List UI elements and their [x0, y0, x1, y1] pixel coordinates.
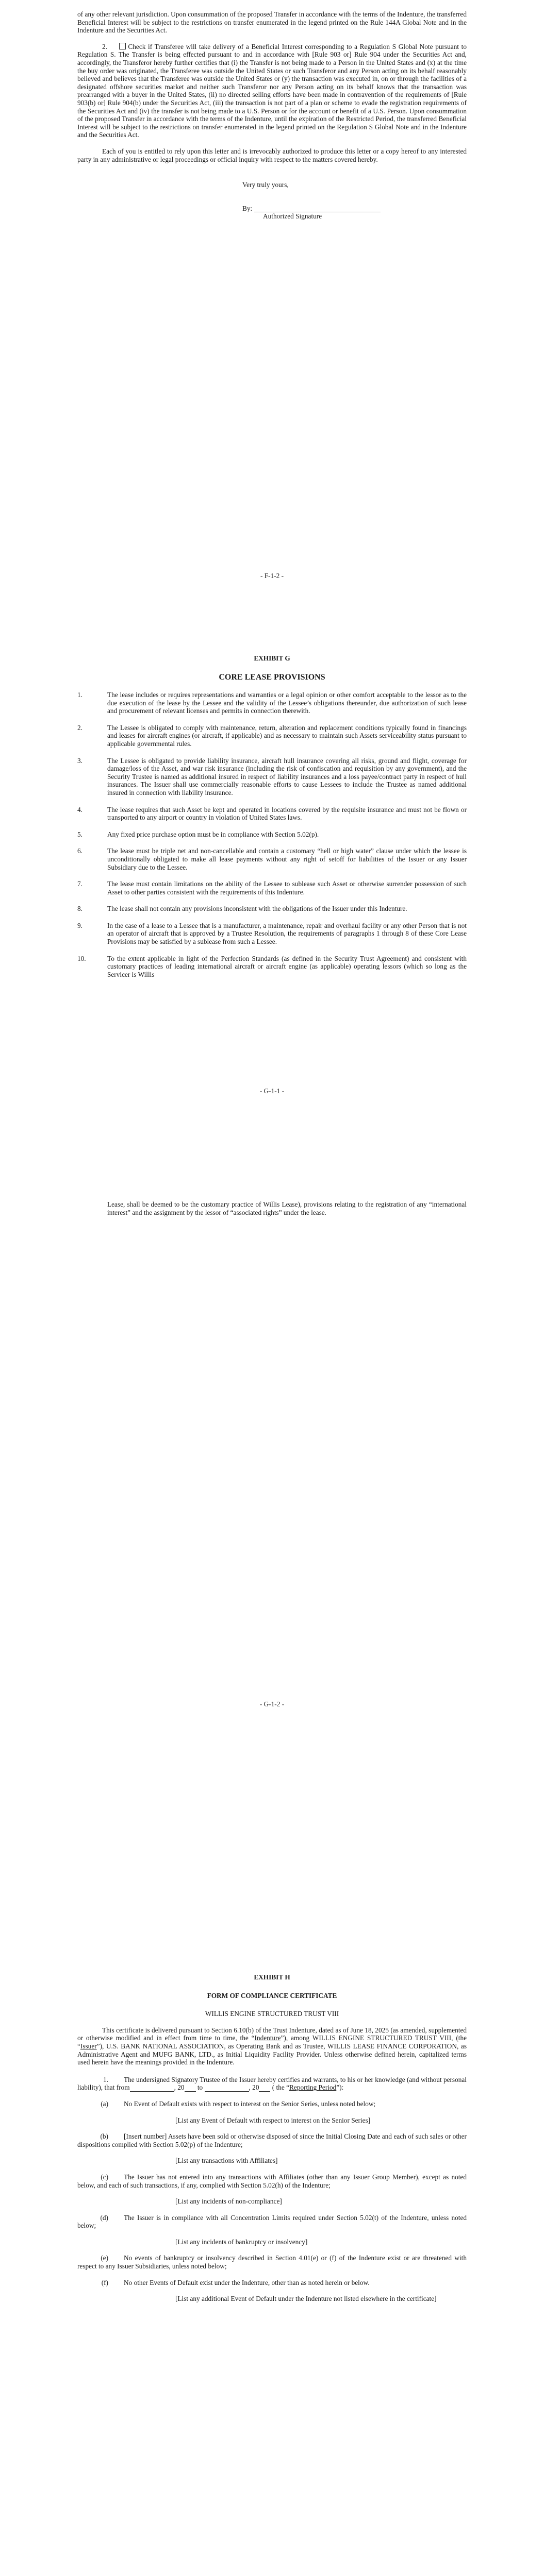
trust-name: WILLIS ENGINE STRUCTURED TRUST VIII — [205, 2010, 339, 2018]
paragraph-number: 1. — [103, 2075, 108, 2083]
sub-text: [Insert number] Assets have been sold or otherwise disposed of since the Initial Closing Date and each of such sales or other dispositions complied with Section 5.02(p) of the Indenture; — [77, 2132, 467, 2148]
exhibit-h-title: EXHIBIT H — [254, 1973, 290, 1981]
from-date-blank[interactable] — [130, 2084, 174, 2092]
bracket-note: [List any additional Event of Default under the Indenture not listed elsewhere in the certificate] — [175, 2295, 437, 2303]
authorized-signature-label: Authorized Signature — [263, 212, 322, 221]
item-2-text: Check if Transferee will take delivery of a Beneficial Interest corresponding to a Regulation S Global Note pursuant to Regulation S. The Transfer is being effected pursuant to and in accordance with [Rule 903 or] Rule 904 under the Securities Act and, accordingly, the Transferor hereby further certifies that (i) the Transfer is not being made to a Person in the United States and (x) at the time the buy order was originated, the Transferee was outside the United States or such Transferor and any Person acting on its behalf reasonably believed and believes that the Transferee was outside the United States or (y) the transaction was executed in, on or through the facilities of a designated offshore securities market and neither such Transferor nor any Person acting on its behalf knows that the transaction was prearranged with a buyer in the United States, (ii) no directed selling efforts have been made in contravention of the requirements of [Rule 903(b) or] Rule 904(b) under the Securities Act, (iii) the transaction is not part of a plan or scheme to evade the registration requirements of the Securities Act and (iv) the transfer is not being made to a U.S. Person or for the account or benefit of a U.S. Person. Upon consummation of the proposed Transfer in accordance with the terms of the Indenture, until the expiration of the Restricted Period, the transferred Beneficial Interest will be subject to the restrictions on transfer enumerated in the legend printed on the Regulation S Global Note and in the Indenture and the Securities Act. — [77, 42, 467, 139]
item-text: The Lessee is obligated to comply with maintenance, return, alteration and replacement conditions typically found in financings and leases for aircraft engines (or aircraft, if applicable) and as necessary to maintain such Assets serviceability status pursuant to applicable governmental rules. — [107, 723, 467, 748]
exhibit-g-title: EXHIBIT G — [254, 654, 290, 662]
sub-text: No Event of Default exists with respect to interest on the Senior Series, unless noted below; — [124, 2099, 376, 2108]
sub-label: (a) — [101, 2099, 108, 2108]
sub-text: No other Events of Default exist under the Indenture, other than as noted herein or below. — [124, 2278, 370, 2286]
intro-text-b: ”), among WILLIS ENGINE STRUCTURED TRUST VIII, (the “ — [77, 2034, 467, 2050]
sub-paragraph-a — [77, 2100, 467, 2124]
sub-paragraph-e — [77, 2254, 467, 2270]
list-item — [77, 955, 467, 979]
exhibit-h-subtitle: FORM OF COMPLIANCE CERTIFICATE — [207, 1991, 337, 1999]
year-prefix: , 20 — [174, 2083, 185, 2092]
signature-block — [242, 205, 467, 213]
item-10-continuation: Lease, shall be deemed to be the customary practice of Willis Lease), provisions relating to the registration of any “international interest” and the assignment by the lessor of “associated rights” under the lease. — [107, 1200, 467, 1216]
item-number: 1. — [77, 691, 83, 699]
sub-text: The Issuer is in compliance with all Concentration Limits required under Section 5.02(t) of the Indenture, unless noted below; — [77, 2213, 467, 2230]
list-item — [77, 691, 467, 715]
item-text: To the extent applicable in light of the Perfection Standards (as defined in the Security Trust Agreement) and consistent with customary practices of leading international aircraft or aircraft engine (as applicable) operating lessors (which so long as the Servicer is Willis — [107, 954, 467, 978]
item-number: 2. — [77, 723, 83, 732]
sub-label: (e) — [101, 2254, 108, 2262]
intro-text-a: This certificate is delivered pursuant to Section 6.10(b) of the Trust Indenture, dated as of June 18, 2025 (as amended, supplemented or otherwise modified and in effect from time to time, the “ — [77, 2026, 467, 2042]
period-open: ( the “ — [272, 2083, 290, 2092]
list-item — [77, 724, 467, 748]
indenture-term: Indenture — [254, 2034, 281, 2042]
to-text: to — [197, 2083, 203, 2092]
sub-paragraph-b — [77, 2132, 467, 2165]
item-number: 3. — [77, 756, 83, 765]
year-prefix: , 20 — [249, 2083, 259, 2092]
regulation-s-checkbox[interactable] — [119, 43, 126, 49]
list-item — [77, 757, 467, 797]
exhibit-g-page-2 — [107, 1200, 467, 1216]
item-text: Any fixed price purchase option must be in compliance with Section 5.02(p). — [107, 830, 319, 838]
item-text: The lease includes or requires representations and warranties or a legal opinion or other comfort acceptable to the lessor as to the due execution of the lease by the Lessee and the validity of the Lessee’s obligations thereunder, due authorization of such lease and procurement of relevant licenses and permits in connection therewith. — [107, 691, 467, 715]
bracket-note: [List any incidents of bankruptcy or insolvency] — [175, 2238, 308, 2246]
item-number: 9. — [77, 921, 83, 929]
intro-text-c: ”), U.S. BANK NATIONAL ASSOCIATION, as Operating Bank and as Trustee, WILLIS LEASE FINANCE CORPORATION, as Administrative Agent and MUFG BANK, LTD., as Initial Liquidity Facility Provider. Unless otherwise defined herein, capitalized terms used herein have the meanings provided in the Indenture. — [77, 2042, 467, 2066]
exhibit-f-page — [77, 0, 467, 221]
page-number-f-1-2: - F-1-2 - — [260, 572, 284, 580]
certification-text: The undersigned Signatory Trustee of the Issuer hereby certifies and warrants, to his or her knowledge (and without personal liability), that from — [77, 2075, 467, 2092]
sub-paragraph-c — [77, 2173, 467, 2206]
exhibit-g-subtitle: CORE LEASE PROVISIONS — [219, 673, 325, 682]
exhibit-h-page — [77, 1973, 467, 2303]
sub-label: (f) — [101, 2278, 108, 2286]
issuer-term: Issuer — [80, 2042, 97, 2050]
item-2-paragraph — [77, 43, 467, 139]
page-number-g-1-2: - G-1-2 - — [259, 1700, 285, 1708]
sub-paragraph-f — [77, 2279, 467, 2303]
list-item — [77, 905, 467, 913]
reporting-period-term: Reporting Period — [289, 2083, 337, 2092]
item-text: In the case of a lease to a Lessee that is a manufacturer, a maintenance, repair and overhaul facility or any other Person that is not an operator of aircraft that is approved by a Trustee Resolution, the requirements of paragraphs 1 through 8 of these Core Lease Provisions may be satisfied by a sublease from such a Lessee. — [107, 921, 467, 946]
list-item — [77, 880, 467, 896]
sub-text: No events of bankruptcy or insolvency described in Section 4.01(e) or (f) of the Indenture exist or are threatened with respect to any Issuer Subsidiaries, unless noted below; — [77, 2254, 467, 2270]
list-item — [77, 806, 467, 822]
item-2-number: 2. — [102, 42, 107, 50]
item-text: The lease requires that such Asset be kept and operated in locations covered by the requisite insurance and must not be flown or transported to any airport or country in violation of United States laws. — [107, 805, 467, 822]
item-number: 6. — [77, 847, 83, 855]
item-number: 4. — [77, 805, 83, 814]
bracket-note: [List any transactions with Affiliates] — [175, 2157, 278, 2165]
bracket-note: [List any incidents of non-compliance] — [175, 2197, 282, 2206]
by-label: By: — [242, 204, 253, 212]
to-date-blank[interactable] — [205, 2084, 249, 2092]
transfer-paragraph-continuation: of any other relevant jurisdiction. Upon consummation of the proposed Transfer in accordance with the terms of the Indenture, the transferred Beneficial Interest will be subject to the restrictions on transfer enumerated in the legend printed on the Rule 144A Global Note and in the Indenture and the Securities Act. — [77, 10, 467, 35]
core-lease-provisions-list — [77, 691, 467, 978]
list-item — [77, 922, 467, 946]
to-year-blank[interactable] — [259, 2084, 270, 2092]
item-text: The Lessee is obligated to provide liability insurance, aircraft hull insurance covering all risks, ground and flight, coverage for damage/loss of the Asset, and war risk insurance (including the risk of confiscation and requisition by any government), and the Security Trustee is named as additional insured in respect of liability insurances and a loss payee/contract party in respect of hull insurances. The Issuer shall use commercially reasonable efforts to cause Lessees to include the Trustee as named additional insured in connection with liability insurance. — [107, 756, 467, 796]
closing-salutation: Very truly yours, — [242, 181, 289, 189]
bracket-note: [List any Event of Default with respect to interest on the Senior Series] — [175, 2116, 371, 2124]
sub-label: (b) — [100, 2132, 108, 2141]
item-number: 8. — [77, 905, 83, 913]
sub-label: (c) — [101, 2173, 108, 2181]
from-year-blank[interactable] — [185, 2084, 196, 2092]
period-close: ”): — [336, 2083, 344, 2092]
signature-line — [254, 205, 381, 212]
item-number: 10. — [77, 954, 86, 962]
item-number: 7. — [77, 880, 83, 888]
certificate-intro — [77, 2026, 467, 2066]
item-text: The lease must be triple net and non-cancellable and contain a customary “hell or high water” clause under which the lessee is unconditionally obligated to make all lease payments without any right of setoff for liabilities of the Issuer or any Issuer Subsidiary due to the Lessee. — [107, 847, 467, 871]
certification-paragraph — [77, 2076, 467, 2092]
item-text: The lease must contain limitations on the ability of the Lessee to sublease such Asset or otherwise surrender possession of such Asset to other parties consistent with the requirements of this Indenture. — [107, 880, 467, 896]
reliance-paragraph: Each of you is entitled to rely upon this letter and is irrevocably authorized to produce this letter or a copy hereof to any interested party in any administrative or legal proceedings or official inquiry with respect to the matters covered hereby. — [77, 147, 467, 163]
list-item — [77, 847, 467, 871]
sub-paragraph-d — [77, 2214, 467, 2246]
list-item — [77, 831, 467, 839]
sub-label: (d) — [100, 2213, 108, 2222]
exhibit-g-page-1 — [77, 654, 467, 978]
sub-text: The Issuer has not entered into any transactions with Affiliates (other than any Issuer Group Member), except as noted below, and each of such transactions, if any, complied with Section 5.02(h) of the Indenture; — [77, 2173, 467, 2189]
item-text: The lease shall not contain any provisions inconsistent with the obligations of the Issuer under this Indenture. — [107, 905, 407, 913]
page-number-g-1-1: - G-1-1 - — [259, 1087, 285, 1095]
item-number: 5. — [77, 830, 83, 838]
